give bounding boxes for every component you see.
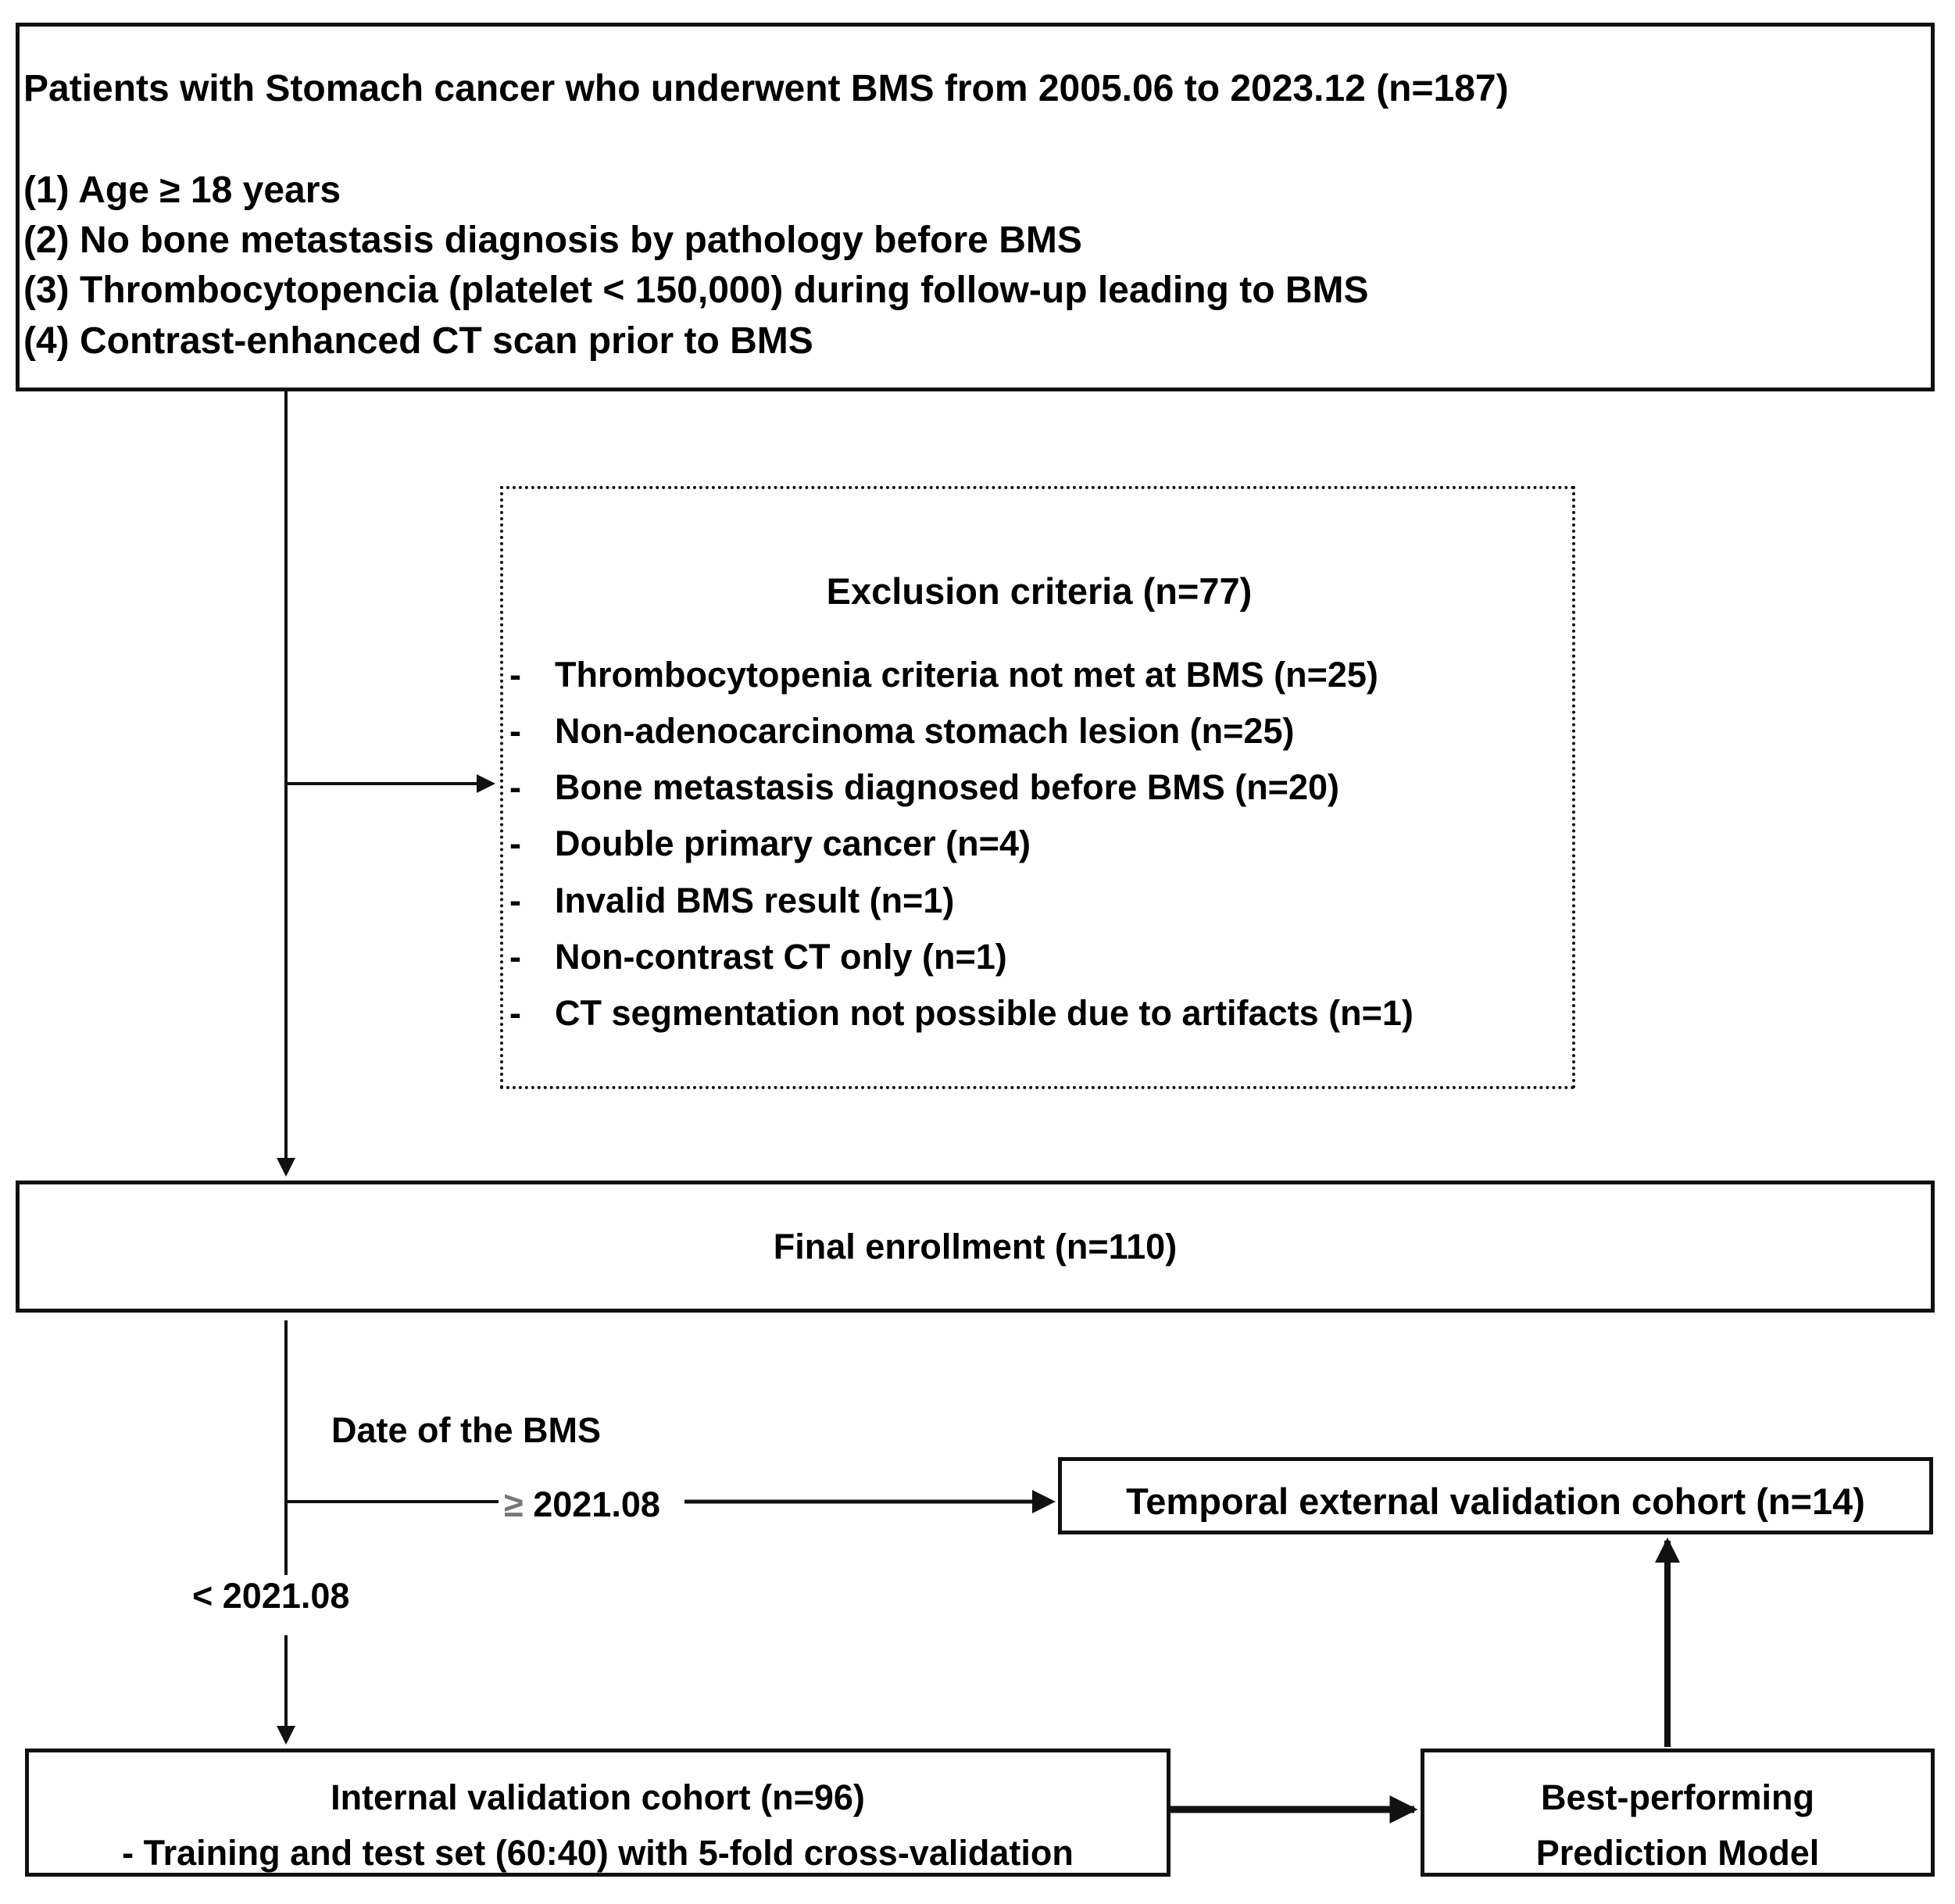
temporal-validation-label: Temporal external validation cohort (n=14) [1126, 1481, 1865, 1522]
inclusion-criterion-1: (1) Age ≥ 18 years [23, 170, 341, 211]
exclusion-bullet-5: - [509, 881, 521, 920]
exclusion-item-2: Non-adenocarcinoma stomach lesion (n=25) [555, 711, 1295, 751]
exclusion-bullet-1: - [509, 655, 521, 695]
inclusion-criterion-3: (3) Thrombocytopencia (platelet < 150,000) during follow-up leading to BMS [23, 270, 1369, 311]
exclusion-bullet-6: - [509, 937, 521, 977]
exclusion-bullet-2: - [509, 711, 521, 751]
exclusion-item-4: Double primary cancer (n=4) [555, 823, 1031, 863]
exclusion-bullet-7: - [509, 993, 521, 1033]
exclusion-bullet-3: - [509, 767, 521, 807]
inclusion-criterion-4: (4) Contrast-enhanced CT scan prior to BMS [23, 320, 813, 362]
internal-validation-title: Internal validation cohort (n=96) [331, 1777, 865, 1817]
exclusion-item-5: Invalid BMS result (n=1) [555, 881, 955, 920]
final-enrollment-label: Final enrollment (n=110) [773, 1227, 1178, 1266]
exclusion-title: Exclusion criteria (n=77) [826, 570, 1253, 612]
earlier-branch-label: < 2021.08 [192, 1576, 350, 1616]
best-model-line1: Best-performing [1540, 1777, 1815, 1817]
later-date: 2021.08 [533, 1484, 660, 1524]
exclusion-item-3: Bone metastasis diagnosed before BMS (n=20) [555, 767, 1339, 807]
exclusion-item-7: CT segmentation not possible due to artifacts (n=1) [555, 993, 1414, 1033]
exclusion-bullet-4: - [509, 823, 521, 863]
exclusion-item-6: Non-contrast CT only (n=1) [555, 937, 1007, 977]
internal-validation-detail: - Training and test set (60:40) with 5-fold cross-validation [122, 1833, 1074, 1873]
split-date-label: Date of the BMS [331, 1410, 602, 1450]
best-model-line2: Prediction Model [1535, 1833, 1820, 1873]
inclusion-criterion-2: (2) No bone metastasis diagnosis by pathology before BMS [23, 220, 1082, 261]
greater-equal-symbol: ≥ [504, 1484, 524, 1524]
later-branch-label [504, 1484, 660, 1524]
exclusion-item-1: Thrombocytopenia criteria not met at BMS (n=25) [555, 655, 1378, 695]
source-title: Patients with Stomach cancer who underwent BMS from 2005.06 to 2023.12 (n=187) [23, 68, 1509, 109]
